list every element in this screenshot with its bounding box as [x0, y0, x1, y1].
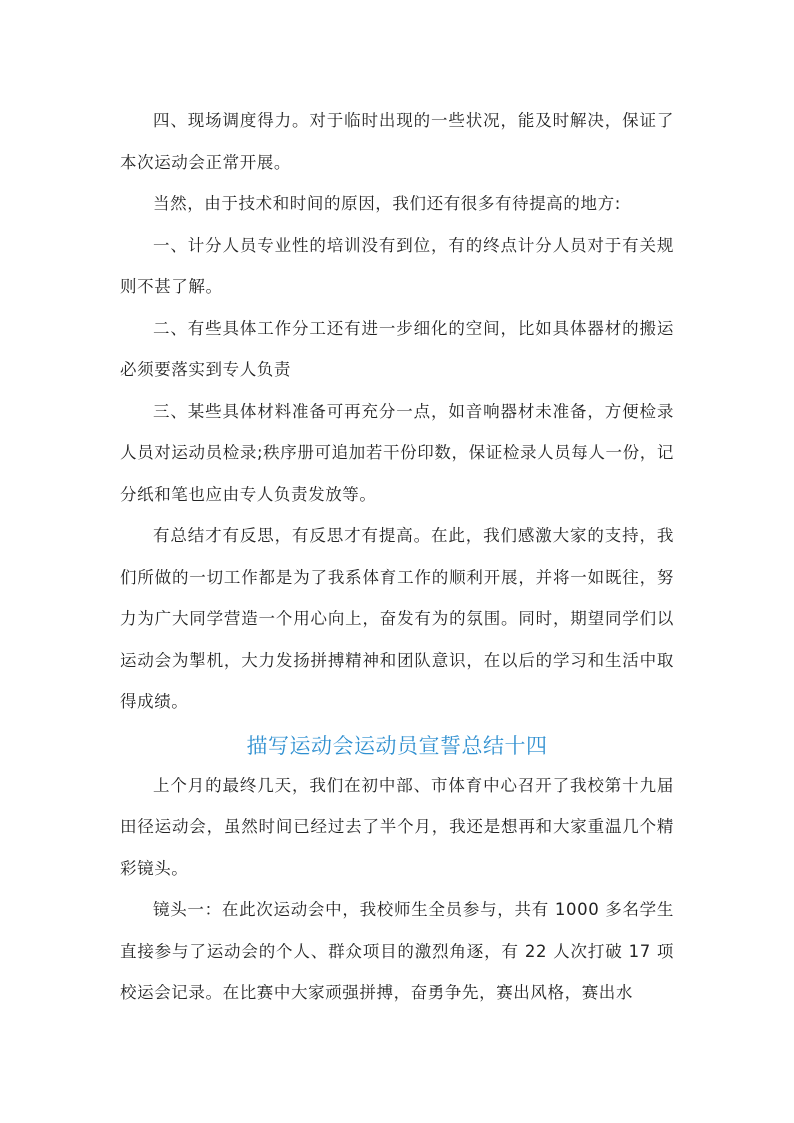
paragraph-scorer-training: 一、计分人员专业性的培训没有到位，有的终点计分人员对于有关规则不甚了解。 — [120, 235, 674, 296]
paragraph-task-division: 二、有些具体工作分工还有进一步细化的空间，比如具体器材的搬运必须要落实到专人负责 — [120, 318, 674, 379]
paragraph-improvements-intro: 当然，由于技术和时间的原因，我们还有很多有待提高的地方: — [153, 194, 621, 213]
section-heading: 描写运动会运动员宣誓总结十四 — [246, 733, 548, 758]
paragraph-reflection: 有总结才有反思，有反思才有提高。在此，我们感激大家的支持，我们所做的一切工作都是为了我系体育工作的顺利开展，并将一如既往，努力为广大同学营造一个用心向上，奋发有为的氛围。同时，期望同学们以运动会为掣机，大力发扬拼搏精神和团队意识，在以后的学习和生活中取得成绩。 — [120, 526, 674, 711]
document-page — [120, 100, 674, 1014]
paragraph-scene-one: 镜头一：在此次运动会中，我校师生全员参与，共有 1000 多名学生直接参与了运动会的个人、群众项目的激烈角逐，有 22 人次打破 17 项校运会记录。在比赛中大家顽强拼搏，奋勇争先，赛出风格，赛出水 — [120, 900, 674, 1002]
paragraph-site-dispatch: 四、现场调度得力。对于临时出现的一些状况，能及时解决，保证了本次运动会正常开展。 — [120, 111, 674, 172]
paragraph-materials-prep: 三、某些具体材料准备可再充分一点，如音响器材未准备，方便检录人员对运动员检录;秩序册可追加若干份印数，保证检录人员每人一份，记分纸和笔也应由专人负责发放等。 — [120, 401, 674, 504]
paragraph-meet-recap: 上个月的最终几天，我们在初中部、市体育中心召开了我校第十九届田径运动会，虽然时间已经过去了半个月，我还是想再和大家重温几个精彩镜头。 — [120, 775, 674, 878]
